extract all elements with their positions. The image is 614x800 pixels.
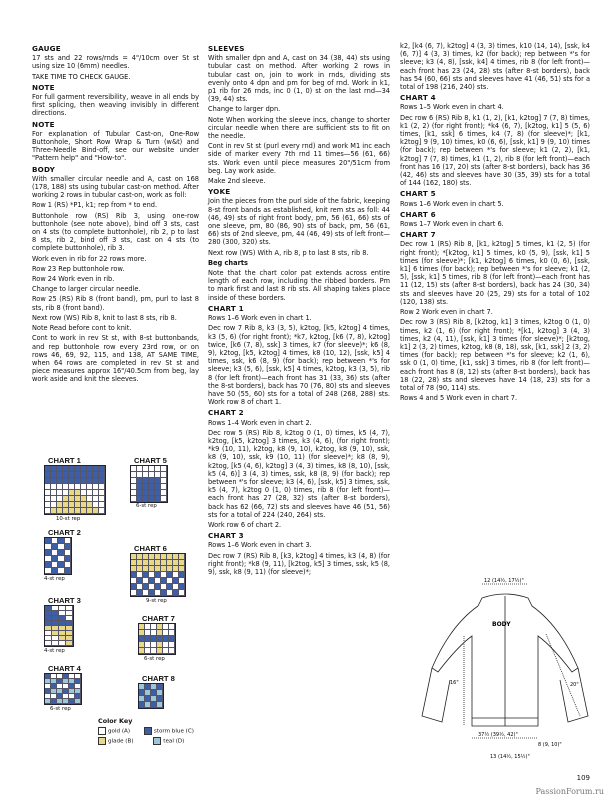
chart-1-title: CHART 1 — [48, 456, 81, 465]
sweater-schematic — [420, 576, 590, 761]
chart7-dec1: Dec row 1 (RS) Rib 8, [k1, k2tog] 5 times, k1 (2, 5) (for right front); *[k2tog, k1] 5 times, k0 (5, 9), [ssk, k1] 5 times (for sleeve)*; [k1, k2tog] 6 times, k0 (0, 6), [ssk, k1] 6 times (for back); rep between *'s for sleeve; k1 (2, 5), [ssk, k1] 5 times, rib 8 (for left front)—each front has 11 (12, 15) sts (after 8-st borders), back has 24 (30, 34) sts and sleeves have 20 (25, 29) sts for a total of 102 (120, 138) sts. — [400, 240, 590, 306]
chart2-dec: Dec row 5 (RS) Rib 8, k2tog 0 (1, 0) times, k5 (4, 7), k2tog, [k5, k2tog] 3 times, k3 (4, 6), (for right front); *k9 (10, 11), k2tog, k8 (9, 10), k2tog, k8 (9, 10), ssk, k8 (9, 10), ssk, k9 (10, 11) (for sleeve)*; k8 (8, 9), k2tog, [k5 (4, 6), k2tog] 3 (4, 3) times, k8 (8, 10), [ssk, k5 (4, 6)] 3 (4, 3) times, ssk, k8 (8, 9) (for back); rep between *'s for sleeve; k3 (4, 6), [ssk, k5] 3 times, ssk, k5 (4, 7), k2tog 0 (1, 0) times, rib 8 (for left front)—each front has 27 (28, 32) sts (after 8-st borders), back has 62 (66, 72) sts and sleeves have 46 (51, 56) sts for a total of 224 (240, 264) sts. — [208, 428, 390, 519]
chart1-dec: Dec row 7 Rib 8, k3 (3, 5), k2tog, [k5, k2tog] 4 times, k3 (5, 6) (for right front); *k7, k2tog, [k6 (7, 8), k2tog] twice, [k6 (7, 8), ssk] 3 times, k7 (for sleeve)*; k6 (8, 9), k2tog, [k5, k2tog] 4 times, k8 (10, 12), [ssk, k5] 4 times, ssk, k6 (8, 9) (for back); rep between *'s for sleeve; k3 (5, 6), [ssk, k5] 4 times, k2tog, k3 (3, 5), rib 8 (for left front)—each front has 31 (33, 36) sts (after the 8-st borders), back has 70 (76, 80) sts and sleeves have 50 (55, 60) sts for a total of 248 (268, 288) sts. Work row 8 of chart 1. — [208, 324, 390, 407]
chart-4-rep: 6-st rep — [50, 706, 71, 712]
chart-2-title: CHART 2 — [48, 528, 81, 537]
key-row-2 — [98, 737, 218, 745]
chart4-heading: CHART 4 — [400, 93, 436, 103]
chart-2-rep: 4-st rep — [44, 576, 65, 582]
note2-heading: NOTE — [32, 119, 55, 129]
chart-cell — [179, 590, 185, 596]
chart3-cont: k2, [k4 (6, 7), k2tog] 4 (3, 3) times, k10 (14, 14), [ssk, k4 (6, 7)] 4 (3, 3) times, k2 (for back); rep between *'s for sleeve; k3 (4, 8), [ssk, k4] 4 times, rib 8 (for left front)—each front has 23 (24, 28) sts (after 8-st borders), back has 54 (60, 66) sts and sleeves have 41 (46, 51) sts for a total of 198 (216, 240) sts. — [400, 42, 590, 92]
color-key — [98, 717, 218, 757]
key-label-storm-blue: storm blue (C) — [153, 728, 194, 735]
key-row-1 — [98, 727, 218, 735]
chart-cell — [65, 568, 72, 574]
yoke-text: Join the pieces from the purl side of the fabric, keeping 8-st front bands as established, knit rem sts as foll: 44 (46, 49) sts of right front body, pm, 56 (61, 66) sts of one sleeve, pm, 80 (86, 90) sts of back, pm, 56 (61, 66) sts of 2nd sleeve, pm, 44 (46, 49) sts of left front—280 (300, 320) sts. — [208, 197, 390, 247]
key-swatch-gold — [98, 727, 106, 735]
schematic-hem-label: 37½ (39½, 42)" — [478, 732, 518, 738]
chart1-heading: CHART 1 — [208, 303, 244, 313]
chart3-dec: Dec row 7 (RS) Rib 8, [k3, k2tog] 4 times, k3 (4, 8) (for right front); *k8 (9, 11), [k2tog, k5] 3 times, ssk, k5 (8, 9), ssk, k8 (9, 11) (for sleeve)*; — [208, 551, 390, 576]
sleeve-dimension-line — [546, 634, 580, 716]
chart4-rows: Rows 1–5 Work even in chart 4. — [400, 103, 504, 112]
chart-cell — [99, 508, 105, 514]
right-sleeve-outline — [560, 668, 588, 722]
sleeves-make2: Make 2nd sleeve. — [208, 177, 266, 186]
body-row24: Row 24 Work even in rib. — [32, 275, 115, 284]
chart3-heading: CHART 3 — [208, 531, 244, 541]
chart6-heading: CHART 6 — [400, 209, 436, 219]
chart5-rows: Rows 1–6 Work even in chart 5. — [400, 199, 504, 208]
watermark: PassionForum.ru — [535, 787, 604, 796]
body-row25: Row 25 (RS) Rib 8 (front band), pm, purl to last 8 sts, rib 8 (front band). — [32, 295, 199, 312]
schematic-sleeve-label: 20" — [570, 682, 579, 688]
chart-1-grid — [44, 465, 106, 515]
chart-3-rep: 4-st rep — [44, 648, 65, 654]
chart-7-rep: 6-st rep — [144, 656, 165, 662]
chart-7-title: CHART 7 — [142, 614, 175, 623]
chart-cell — [169, 648, 175, 654]
colorwork-charts — [38, 455, 208, 755]
chart3-rows: Rows 1–6 Work even in chart 3. — [208, 541, 312, 550]
chart-cell — [52, 641, 59, 646]
chart-8-title: CHART 8 — [142, 674, 175, 683]
body-heading: BODY — [32, 164, 56, 174]
sleeves-change: Change to larger dpn. — [208, 105, 281, 114]
body-cont: Cont to work in rev St st, with 8-st buttonbands, and rep buttonhole row every 23rd row, or on rows 46, 69, 92, 115, and 138, AT SAME TIME, when 64 rows are completed in rev St st and piece measures approx 16"/40.5cm from beg, lay work aside and knit the sleeves. — [32, 334, 199, 384]
key-swatch-teal — [153, 737, 161, 745]
body-row23: Row 23 Rep buttonhole row. — [32, 264, 125, 273]
color-key-title: Color Key — [98, 717, 133, 725]
chart2-rows: Rows 1–4 Work even in chart 2. — [208, 418, 312, 427]
chart-4-grid — [44, 673, 82, 705]
chart7-dec3: Dec row 3 (RS) Rib 8, [k2tog, k1] 3 times, k2tog 0 (1, 0) times, k2 (1, 6) (for right front); *[k1, k2tog] 3 (4, 3) times, k2 (4, 11), [ssk, k1] 3 times (for sleeve)*; [k2tog, k1] 2 (3, 2) times, k2tog, k8 (8, 18), ssk, [k1, ssk] 2 (3, 2) times (for back); rep between *'s for sleeve; k2 (1, 6), ssk 0 (1, 0) time, [k1, ssk] 3 times, rib 8 (for left front)—each front has 8 (8, 12) sts (after 8-st borders), back has 18 (22, 28) sts and sleeves have 14 (18, 23) sts for a total of 78 (90, 114) sts. — [400, 318, 590, 392]
body-row1: Row 1 (RS) *P1, k1; rep from * to end. — [32, 201, 158, 210]
chart-5-grid — [130, 465, 168, 503]
chart-6-grid — [130, 553, 186, 597]
chart-cell — [161, 496, 167, 502]
chart-2-grid — [44, 537, 72, 575]
schematic-side-label: 16" — [450, 680, 459, 686]
column-1 — [32, 42, 199, 386]
left-sleeve-outline — [422, 668, 450, 722]
schematic-top-label: 12 (14½, 17½)" — [484, 578, 524, 584]
chart1-rows: Rows 1–6 Work even in chart 1. — [208, 314, 312, 323]
chart-cell — [66, 641, 73, 646]
body-intro: With smaller circular needle and A, cast on 168 (178, 188) sts using tubular cast-on method. After working 2 rows in tubular cast-on, work as foll: — [32, 174, 199, 200]
chart7-rows45: Rows 4 and 5 Work even in chart 7. — [400, 394, 518, 403]
chart-cell — [157, 702, 163, 708]
body-buttonhole: Buttonhole row (RS) Rib 3, using one-row buttonhole (see note above), bind off 3 sts, cast on 4 sts (to complete buttonhole), rib 2, p to last 8 sts, rib 2, bind off 3 sts, cast on 4 sts (to complete buttonhole), rib 3. — [32, 211, 199, 253]
yoke-nextrow: Next row (WS) With A, rib 8, p to last 8 sts, rib 8. — [208, 248, 369, 257]
body-nextrow: Next row (WS) Rib 8, knit to last 8 sts, rib 8. — [32, 313, 177, 322]
page-number: 109 — [576, 774, 590, 782]
body-work22: Work even in rib for 22 rows more. — [32, 254, 147, 263]
key-label-gold: gold (A) — [108, 728, 131, 735]
schematic-body-label: BODY — [492, 621, 511, 628]
gauge-check: TAKE TIME TO CHECK GAUGE. — [32, 72, 131, 81]
chart-5-title: CHART 5 — [134, 456, 167, 465]
yoke-heading: YOKE — [208, 187, 231, 197]
note2-text: For explanation of Tubular Cast-on, One-Row Buttonhole, Short Row Wrap & Turn (w&t) and Three-Needle Bind-off, see our website under "Pattern help" and "How-to". — [32, 129, 199, 163]
key-swatch-storm-blue — [144, 727, 152, 735]
chart-cell — [75, 699, 81, 704]
chart-cell — [45, 641, 52, 646]
chart-6-rep: 9-st rep — [146, 598, 167, 604]
chart-6-title: CHART 6 — [134, 544, 167, 553]
key-label-teal: teal (D) — [163, 738, 185, 745]
chart-4-title: CHART 4 — [48, 664, 81, 673]
chart5-heading: CHART 5 — [400, 189, 436, 199]
chart-1-rep: 10-st rep — [56, 516, 81, 522]
gauge-heading: GAUGE — [32, 44, 61, 53]
chart-8-grid — [138, 683, 164, 709]
chart-5-rep: 6-st rep — [136, 503, 157, 509]
chart4-dec: Dec row 6 (RS) Rib 8, k1 (1, 2), [k1, k2tog] 7 (7, 8) times, k1 (2, 2) (for right front); *k4 (6, 7), [k2tog, k1] 5 (5, 6) times, [k1, ssk] 6 times, k4 (7, 8) (for sleeve)*; [k1, k2tog] 9 (9, 10) times, k0 (6, 6), [ssk, k1] 9 (9, 10) times (for back); rep between *'s for sleeve; k1 (2, 2), [k1, k2tog] 7 (7, 8) times, k1 (1, 2), rib 8 (for left front)—each front has 16 (17, 20) sts (after 8-st borders), back has 36 (42, 46) sts and sleeves have 30 (35, 39) sts for a total of 144 (162, 180) sts. — [400, 113, 590, 188]
key-label-glade: glade (B) — [108, 738, 134, 745]
note1-text: For full garment reversibility, weave in all ends by first splicing, then weaving invisibly in different directions. — [32, 93, 199, 118]
column-3 — [400, 42, 590, 404]
chart-3-title: CHART 3 — [48, 596, 81, 605]
note1-heading: NOTE — [32, 82, 55, 92]
key-swatch-glade — [98, 737, 106, 745]
chart2-work: Work row 6 of chart 2. — [208, 520, 282, 529]
chart2-heading: CHART 2 — [208, 408, 244, 418]
schematic-cuff2-label: 13 (14½, 15½)" — [490, 754, 530, 760]
chart7-row2: Row 2 Work even in chart 7. — [400, 308, 493, 317]
beg-charts-text: Note that the chart color pat extends across entire length of each row, including the ribbed borders. Pm to mark first and last 8 rib sts. All shaping takes place inside of these borders. — [208, 269, 390, 302]
chart7-heading: CHART 7 — [400, 230, 436, 240]
body-change: Change to larger circular needle. — [32, 285, 141, 294]
sleeves-text: With smaller dpn and A, cast on 34 (38, 44) sts using tubular cast on method. After working 2 rows in tubular cast on, join to work in rnds, dividing sts evenly onto 4 dpn and pm for beg of rnd. Work in k1, p1 rib for 26 rnds, inc 0 (1, 0) st on the last rnd—34 (39, 44) sts. — [208, 54, 390, 104]
sleeves-note: Note When working the sleeve incs, change to shorter circular needle when there are sufficient sts to fit on the needle. — [208, 115, 390, 141]
gauge-text: 17 sts and 22 rows/rnds = 4"/10cm over St st using size 10 (6mm) needles. — [32, 54, 199, 71]
body-note3: Note Read before cont to knit. — [32, 324, 132, 333]
chart-7-grid — [138, 623, 176, 655]
column-2 — [208, 42, 390, 578]
sleeves-cont: Cont in rev St st (purl every rnd) and work M1 inc each side of marker every 7th rnd 11 times—56 (61, 66) sts. Work even until piece measures 20"/51cm from beg. Lay work aside. — [208, 142, 390, 175]
beg-charts-heading: Beg charts — [208, 258, 248, 267]
chart6-rows: Rows 1–7 Work even in chart 6. — [400, 220, 504, 229]
chart-cell — [59, 641, 66, 646]
schematic-cuff-label: 8 (9, 10)" — [538, 742, 562, 748]
chart-3-grid — [44, 605, 74, 647]
sleeves-heading: SLEEVES — [208, 44, 245, 53]
